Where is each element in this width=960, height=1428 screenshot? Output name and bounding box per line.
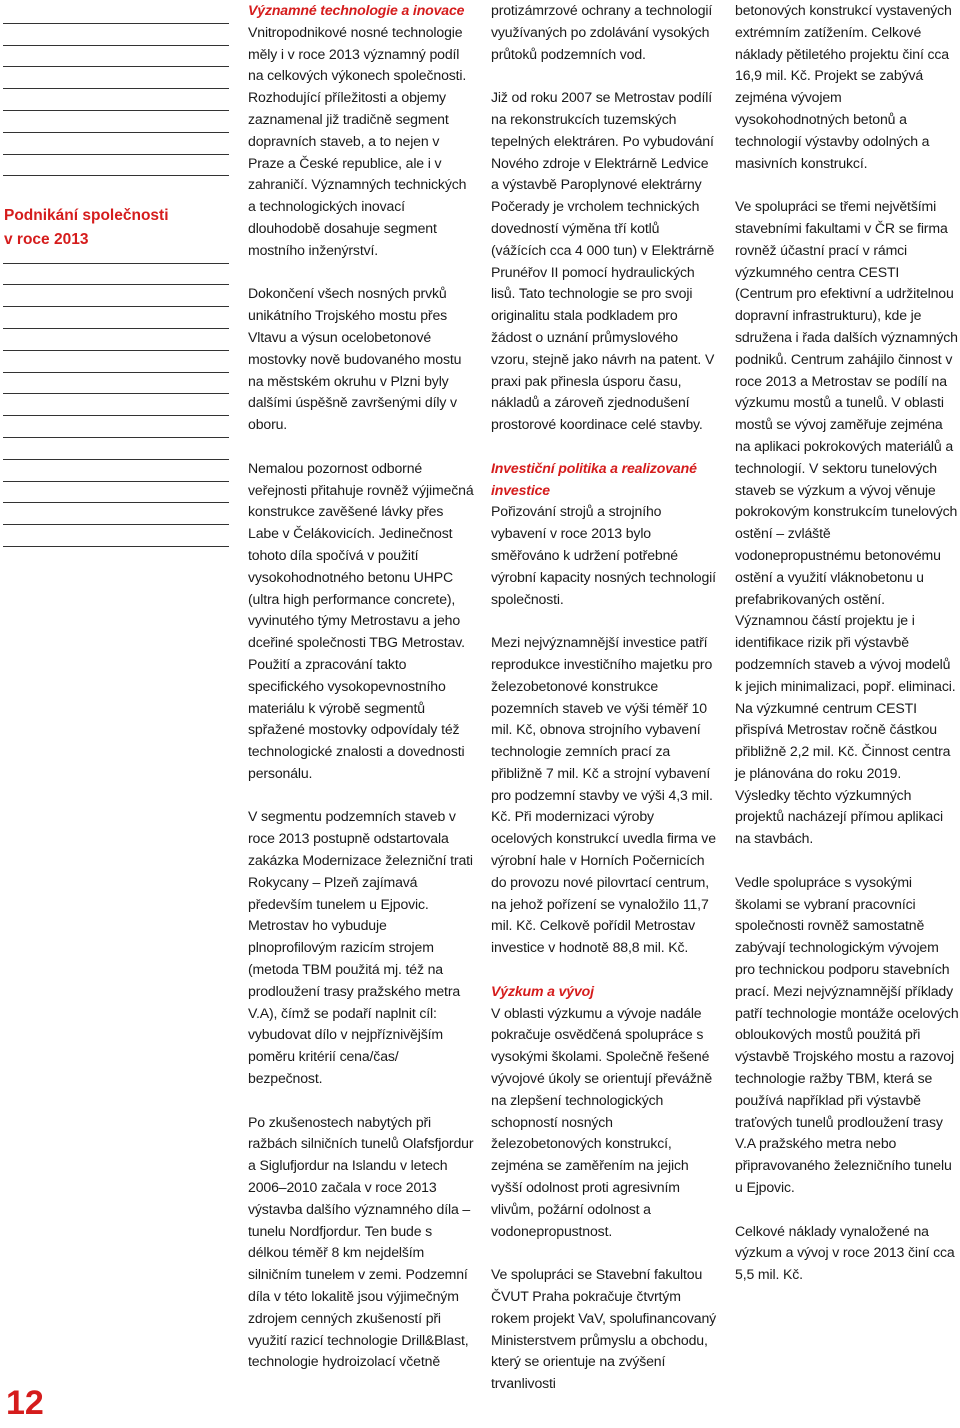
margin-rule (3, 46, 229, 68)
paragraph: V segmentu podzemních staveb v roce 2013 postupně odstartovala zakázka Modernizace železniční trati Rokycany – Plzeň zajímavá především tunelem u Ejpovic. Metrostav ho vybuduje plnoprofilovým razicím strojem (metoda TBM použitá mj. též na prodloužení trasy pražského metra V.A), čímž se podaří naplnit cíl: vybudovat dílo v nejpříznivějším poměru kritérií cena/čas/ bezpečnost. (248, 808, 473, 1087)
margin-rule (3, 67, 229, 89)
margin-rule (3, 176, 229, 198)
heading-research: Výzkum a vývoj (491, 982, 594, 999)
margin-rule (3, 460, 229, 482)
margin-rule (3, 438, 229, 460)
paragraph: Mezi nejvýznamnější investice patří reprodukce investičního majetku pro železobetonové konstrukce pozemních staveb ve výši téměř 10 mil. Kč, obnova strojního vybavení technologie zemních prací za přibližně 7 mil. Kč a strojní vybavení pro podzemní stavby ve výši 4,3 mil. Kč. Při modernizaci výroby ocelových konstrukcí uvedla firma ve výrobní hale v Horních Počernicích do provozu nové pilovrtací centrum, na jehož pořízení se vynaložilo 11,7 mil. Kč. Celkově pořídil Metrostav investice v hodnotě 88,8 mil. Kč. (491, 634, 716, 956)
margin-rule (3, 89, 229, 111)
paragraph: Ve spolupráci se třemi největšími stavebními fakultami v ČR se firma rovněž účastní prací v rámci výzkumného centra CESTI (Centrum pro efektivní a udržitelnou dopravní infrastrukturu), kde je sdružena i řada dalších významných podniků. Centrum zahájilo činnost v roce 2013 a Metrostav se podílí na výzkumu mostů a tunelů. V oblasti mostů se vývoj zaměřuje zejména na aplikaci pokrokových materiálů a technologií. V sektoru tunelových staveb se výzkum a vývoj věnuje pokrokovým konstrukcím tunelových ostění – zvláště vodonepropustnému betonovému ostění a využití vláknobetonu u prefabrikovaných ostění. Významnou částí projektu je i identifikace rizik při výstavbě podzemních staveb a vývoj modelů k jejich minimalizaci, popř. eliminaci. Na výzkumné centrum CESTI přispívá Metrostav ročně částkou přibližně 2,2 mil. Kč. Činnost centra je plánována do roku 2019. Výsledky těchto výzkumných projektů nacházejí přímou aplikaci na stavbách. (735, 198, 958, 847)
paragraph: Již od roku 2007 se Metrostav podílí na rekonstrukcích tuzemských tepelných elektráren. Po vybudování Nového zdroje v Elektrárně Ledvice a výstavbě Paroplynové elektrárny Počerady je vrcholem technických dovedností výměna tří kotlů (vážících cca 4 000 tun) v Elektrárně Prunéřov II pomocí hydraulických lisů. Tato technologie se pro svoji originalitu stala podkladem pro žádost o uznání průmyslového vzoru, stejně jako návrh na patent. V praxi pak přinesla úsporu času, nákladů a zároveň zjednodušení prostorové koordinace celé stavby. (491, 89, 715, 433)
section-title-line1: Podnikání společnosti (4, 207, 169, 224)
paragraph: Ve spolupráci se Stavební fakultou ČVUT Praha pokračuje čtvrtým rokem projekt VaV, spolufinancovaný Ministerstvem průmyslu a obchodu, který se orientuje na zvýšení trvanlivosti (491, 1266, 717, 1392)
heading-technologies: Významné technologie a inovace (248, 2, 465, 18)
text-column-1 (248, 0, 474, 1373)
margin-rule (3, 285, 229, 307)
margin-rule (3, 351, 229, 373)
section-title (4, 204, 229, 252)
text-column-2 (491, 0, 717, 1395)
margin-rule (3, 264, 229, 286)
margin-rule (3, 111, 229, 133)
margin-rule (3, 2, 229, 24)
margin-rule (3, 307, 229, 329)
margin-rule (3, 525, 229, 547)
paragraph: Pořizování strojů a strojního vybavení v roce 2013 bylo směřováno k udržení potřebné výrobní kapacity nosných technologií společnosti. (491, 503, 716, 607)
paragraph: protizámrzové ochrany a technologií využívaných po zdolávání vysokých průtoků podzemních vod. (491, 2, 713, 62)
margin-rule (3, 416, 229, 438)
left-margin-rules (3, 2, 229, 547)
text-column-3 (735, 0, 959, 1286)
paragraph: betonových konstrukcí vystavených extrémním zatížením. Celkové náklady pětiletého projektu činí cca 16,9 mil. Kč. Projekt se zabývá zejména vývojem vysokohodnotných betonů a technologií výstavby odolných a masivních konstrukcí. (735, 2, 952, 171)
margin-rule (3, 329, 229, 351)
margin-rule (3, 133, 229, 155)
paragraph: Dokončení všech nosných prvků unikátního Trojského mostu přes Vltavu a výsun ocelobetonové mostovky nově budovaného mostu na městském okruhu v Plzni byly dalšími úspěšně završenými díly v oboru. (248, 285, 462, 433)
section-title-line2: v roce 2013 (4, 231, 89, 248)
paragraph: Celkové náklady vynaložené na výzkum a vývoj v roce 2013 činí cca 5,5 mil. Kč. (735, 1222, 955, 1283)
margin-rule (3, 373, 229, 395)
paragraph: Po zkušenostech nabytých při ražbách silničních tunelů Olafsfjordur a Siglufjordur na Islandu v letech 2006–2010 začala v roce 2013 výstavba dalšího významného díla – tunelu Nordfjordur. Ten bude s délkou téměř 8 km nejdelším silničním tunelem v zemi. Podzemní díla v této lokalitě jsou výjimečným zdrojem cenných zkušeností při využití razicí technologie Drill&Blast, technologie hydroizolací včetně (248, 1113, 474, 1370)
paragraph: Vedle spolupráce s vysokými školami se vybraní pracovníci společnosti rovněž samostatně zabývají technologickým vývojem pro technickou podporu stavebních prací. Mezi nejvýznamnější příklady patří technologie montáže ocelových obloukových mostů použitá při výstavbě Trojského mostu a razovoj technologie ražby TBM, která se používá například při výstavbě traťových tunelů prodloužení trasy V.A pražského metra nebo připravovaného železničního tunelu u Ejpovic. (735, 873, 959, 1196)
margin-rule (3, 155, 229, 177)
margin-rule (3, 482, 229, 504)
margin-rule (3, 24, 229, 46)
heading-investment: Investiční politika a realizované investice (491, 459, 697, 498)
margin-rule (3, 503, 229, 525)
paragraph: V oblasti výzkumu a vývoje nadále pokračuje osvědčená spolupráce s vysokými školami. Společně řešené vývojové úkoly se orientují převážně na zlepšení technologických schopností nosných železobetonových konstrukcí, zejména se zaměřením na jejich vyšší odolnost proti agresivním vlivům, požární odolnost a vodonepropustnost. (491, 1004, 713, 1239)
margin-rule (3, 394, 229, 416)
page-number: 12 (6, 1384, 44, 1422)
paragraph: Vnitropodnikové nosné technologie měly i v roce 2013 významný podíl na celkových výkonech společnosti. Rozhodující příležitosti a objemy zaznamenal již tradičně segment dopravních staveb, a to nejen v Praze a České republice, ale i v zahraničí. Významných technických a technologických inovací dlouhodobě dosahuje segment mostního inženýrství. (248, 23, 467, 258)
paragraph: Nemalou pozornost odborné veřejnosti přitahuje rovněž výjimečná konstrukce zavěšené lávky přes Labe v Čelákovicích. Jedinečnost tohoto díla spočívá v použití vysokohodnotného betonu UHPC (ultra high performance concrete), vyvinutého týmy Metrostavu a jeho dceřiné společnosti TBG Metrostav. Použití a zpracování takto specifického vysokopevnostního materiálu k výrobě segmentů spřažené mostovky odpovídaly též technologické znalosti a dovednosti personálu. (248, 459, 474, 781)
